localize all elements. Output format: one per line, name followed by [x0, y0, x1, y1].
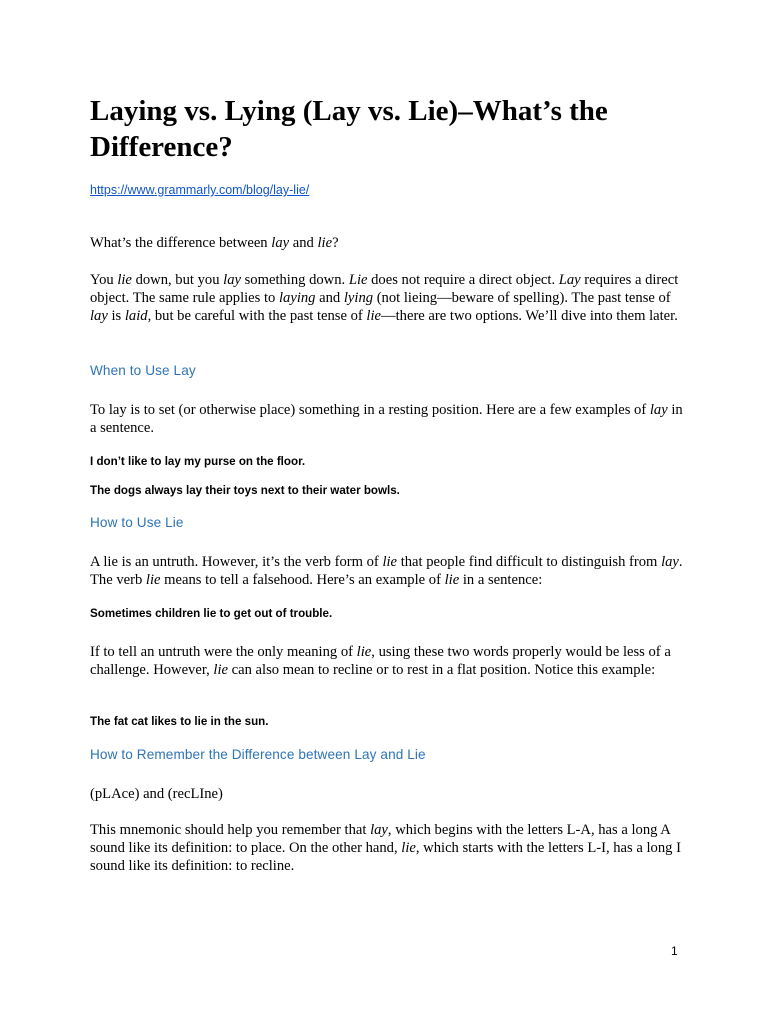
intro-question: What’s the difference between lay and lie?: [90, 235, 339, 251]
heading-when-to-use-lay: When to Use Lay: [90, 363, 196, 378]
lie-paragraph-2: If to tell an untruth were the only meaning of lie, using these two words properly would be less of a challenge. However, lie can also mean to recline or to rest in a flat position. Notice this example:: [90, 644, 671, 678]
page-title: Laying vs. Lying (Lay vs. Lie)–What’s the Difference?: [90, 95, 608, 163]
lie-paragraph-1: A lie is an untruth. However, it’s the verb form of lie that people find difficult to distinguish from lay. The verb lie means to tell a falsehood. Here’s an example of lie in a sentence:: [90, 554, 683, 588]
lie-example-1: Sometimes children lie to get out of trouble.: [90, 607, 333, 620]
heading-how-to-use-lie: How to Use Lie: [90, 515, 184, 530]
mnemonic-line: (pLAce) and (recLIne): [90, 786, 223, 802]
intro-paragraph: You lie down, but you lay something down. Lie does not require a direct object. Lay requires a direct object. The same rule applies to laying and lying (not lieing—beware of spelling). The past tense of lay is laid, but be careful with the past tense of lie—there are two options. We’ll dive into them later.: [90, 272, 679, 324]
source-link[interactable]: https://www.grammarly.com/blog/lay-lie/: [90, 183, 310, 197]
page-number: 1: [671, 944, 678, 958]
heading-remember-difference: How to Remember the Difference between Lay and Lie: [90, 747, 426, 762]
lie-example-2: The fat cat likes to lie in the sun.: [90, 715, 269, 728]
lay-example-2: The dogs always lay their toys next to their water bowls.: [90, 484, 400, 497]
mnemonic-paragraph: This mnemonic should help you remember that lay, which begins with the letters L-A, has a long A sound like its definition: to place. On the other hand, lie, which starts with the letters L-I, has a long I sound like its definition: to recline.: [90, 822, 681, 874]
lay-paragraph: To lay is to set (or otherwise place) something in a resting position. Here are a few examples of lay in a sentence.: [90, 402, 683, 436]
lay-example-1: I don’t like to lay my purse on the floor.: [90, 455, 306, 468]
